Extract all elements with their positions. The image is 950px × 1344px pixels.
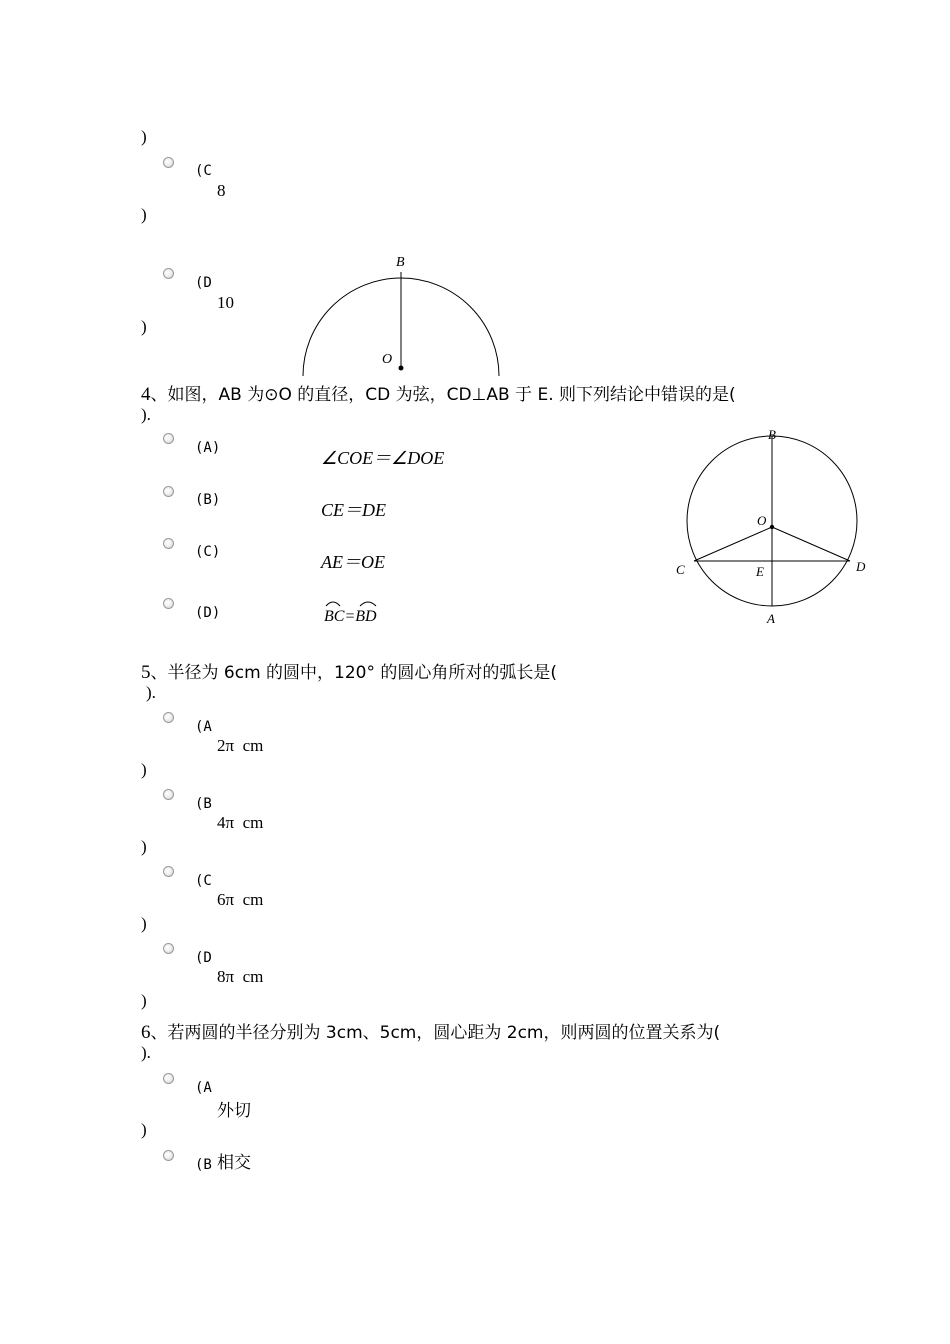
- option-d-radio[interactable]: [163, 943, 174, 954]
- question-5-text: [141, 658, 557, 684]
- arc-formula-text: BC=BD: [324, 608, 377, 625]
- option-b-radio[interactable]: [163, 1150, 174, 1161]
- option-value: 6π cm: [217, 890, 264, 909]
- option-label: (A: [195, 719, 212, 735]
- option-value: 外切: [217, 1101, 251, 1121]
- question-end: ).: [141, 405, 151, 424]
- label-e: E: [756, 564, 764, 579]
- arc-equality-formula: [322, 597, 394, 627]
- arc-equality: [322, 597, 394, 632]
- option-b-radio[interactable]: [163, 486, 174, 497]
- closing-paren: ): [141, 837, 147, 856]
- closing-paren: ): [141, 1120, 147, 1139]
- option-c-radio[interactable]: [163, 157, 174, 168]
- option-label: (D): [195, 605, 221, 621]
- closing-paren: ): [141, 991, 147, 1010]
- label-d: D: [856, 559, 866, 574]
- label-a: A: [767, 611, 775, 626]
- label-o: O: [757, 513, 767, 528]
- question-body: 、若两圆的半径分别为 3cm、5cm，圆心距为 2cm，则两圆的位置关系为(: [150, 1023, 721, 1043]
- option-label: (D: [195, 275, 212, 291]
- option-value: 相交: [217, 1153, 251, 1173]
- question-number: 5: [141, 662, 151, 683]
- closing-paren: ): [141, 205, 147, 224]
- option-label: (C: [195, 873, 212, 889]
- option-a-radio[interactable]: [163, 1073, 174, 1084]
- option-d-radio[interactable]: [163, 268, 174, 279]
- label-b: B: [396, 255, 405, 270]
- question-body: 、如图，AB 为⊙O 的直径，CD 为弦，CD⊥AB 于 E. 则下列结论中错误的是(: [150, 385, 736, 405]
- option-a-radio[interactable]: [163, 712, 174, 723]
- closing-paren: ): [141, 914, 147, 933]
- option-c-radio[interactable]: [163, 866, 174, 877]
- question-end: ).: [146, 683, 156, 702]
- option-label: (B): [195, 492, 221, 508]
- label-c: C: [676, 562, 685, 577]
- option-value: ∠COE＝∠DOE: [321, 448, 445, 468]
- question-number: 4: [141, 384, 151, 405]
- circle-figure: [672, 425, 877, 630]
- option-c-radio[interactable]: [163, 538, 174, 549]
- option-a-radio[interactable]: [163, 433, 174, 444]
- option-b-radio[interactable]: [163, 789, 174, 800]
- closing-paren: ): [141, 127, 147, 146]
- question-end: ).: [141, 1043, 151, 1062]
- option-value: 8π cm: [217, 967, 264, 986]
- label-b: B: [768, 427, 776, 442]
- question-6-text: [141, 1018, 720, 1044]
- option-label: (C): [195, 544, 221, 560]
- question-number: 6: [141, 1022, 151, 1043]
- semicircle-figure: [285, 250, 517, 376]
- closing-paren: ): [141, 317, 147, 336]
- option-value: 2π cm: [217, 736, 264, 755]
- label-o: O: [382, 352, 393, 367]
- option-value: CE＝DE: [321, 500, 386, 520]
- option-label: (B: [195, 1157, 212, 1173]
- option-value: 8: [217, 181, 226, 200]
- question-body: 、半径为 6cm 的圆中，120° 的圆心角所对的弧长是(: [150, 663, 558, 683]
- option-label: (A): [195, 440, 221, 456]
- option-value: 4π cm: [217, 813, 264, 832]
- question-4-text: [141, 380, 736, 406]
- option-label: (C: [195, 163, 212, 179]
- option-value: AE＝OE: [321, 552, 385, 572]
- option-label: (B: [195, 796, 212, 812]
- closing-paren: ): [141, 760, 147, 779]
- option-d-radio[interactable]: [163, 598, 174, 609]
- option-label: (A: [195, 1080, 212, 1096]
- option-value: 10: [217, 293, 234, 312]
- option-label: (D: [195, 950, 212, 966]
